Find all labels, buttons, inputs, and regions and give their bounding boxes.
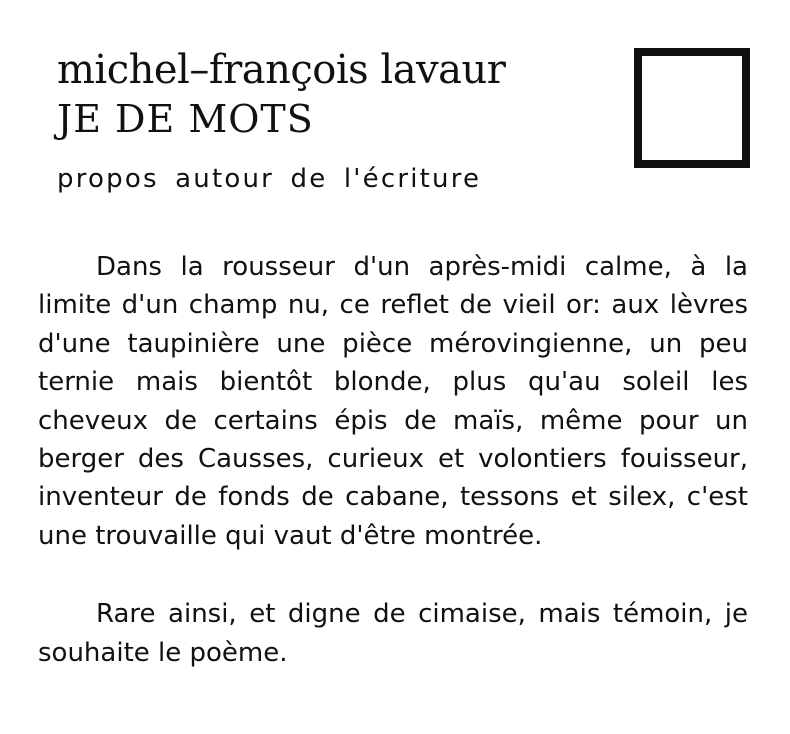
author-name: michel–françois lavaur <box>57 47 506 93</box>
book-title: JE DE MOTS <box>57 97 314 141</box>
body-text <box>38 248 748 672</box>
paragraph-2: Rare ainsi, et digne de cimaise, mais témoin, je souhaite le poème. <box>38 599 748 668</box>
square-frame-icon <box>634 48 750 168</box>
book-subtitle: propos autour de l'écriture <box>57 164 482 194</box>
paragraph-1: Dans la rousseur d'un après-midi calme, à la limite d'un champ nu, ce reflet de vieil or: aux lèvres d'une taupinière une pièce mérovingienne, un peu ternie mais bientôt blonde, plus qu'au soleil les cheveux de certains épis de maïs, même pour un berger des Causses, curieux et volontiers fouisseur, inventeur de fonds de cabane, tessons et silex, c'est une trouvaille qui vaut d'être montrée. <box>38 252 748 551</box>
